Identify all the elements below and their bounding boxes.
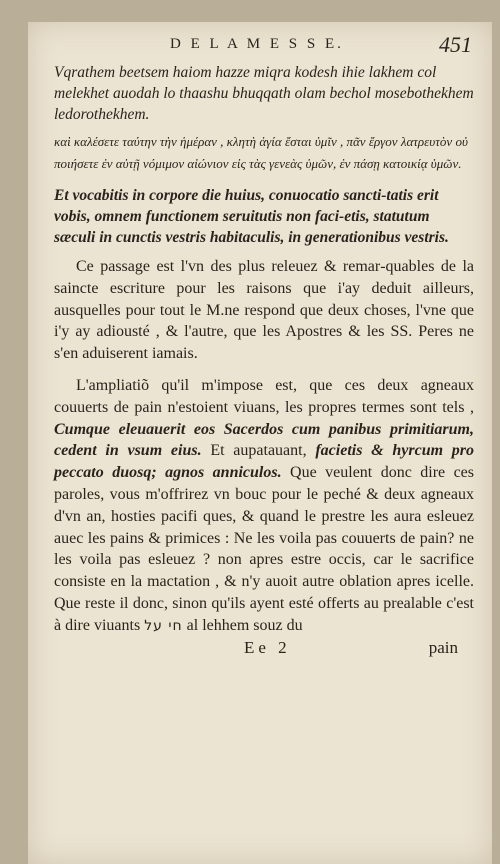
catchword: pain bbox=[428, 637, 458, 657]
paragraph-1: Ce passage est l'vn des plus releuez & remar‑quables de la saincte escriture pour les raisons que i'ay deduit ailleurs, ausquelles pour tout le M.ne respond que deux choses, l'vne que i'y ay adiousté , & l'autre, que les Apostres & les SS. Peres ne s'en aduiserent iamais. bbox=[54, 258, 474, 363]
paragraph-2-text-2: Et aupatauant, bbox=[210, 442, 307, 460]
latin-text: Et vocabitis in corpore die huius, conuocatio sancti‑tatis erit vobis, omnem functionem seruitutis non faci‑etis, statutum sæculi in cunctis vestris habitaculis, in generationibus vestris. bbox=[54, 187, 449, 246]
page-footer bbox=[54, 638, 474, 660]
book-page bbox=[28, 22, 492, 864]
hebrew-transliteration: Vqrathem beetsem haiom hazze miqra kodesh ihie lakhem col melekhet auodah lo thaashu bhuqqath olam bechol mosebothekhem ledorothekhem. bbox=[54, 64, 474, 123]
paragraph-2-text-1: L'ampliatiõ qu'il m'impose est, que ces deux agneaux couuerts de pain n'estoient viuans, les propres termes sont tels , bbox=[54, 376, 474, 416]
hebrew-inline-word: חי על bbox=[144, 617, 183, 634]
signature-mark: Ee 2 bbox=[244, 637, 291, 657]
paragraph-2-text-3: Que veulent donc dire ces paroles, vous m'offrirez vn bouc pour le peché & deux agneaux d'vn an, hosties pacifi ques, & quand le prestre les aura esleuez auec les pains & primices : Ne les voila pas couuerts de pain? ne les voila pas esleuez ? non apres estre occis, car le sacrifice consiste en la mactation , & n'y auoit autre oblation apres icelle. Que reste il donc, sinon qu'ils ayent esté offerts au prealable c'est à dire viuants bbox=[54, 464, 474, 634]
running-head: D E L A M E S S E. bbox=[170, 36, 344, 52]
greek-text: καὶ καλέσετε ταύτην τὴν ἡμέραν , κλητὴ ἁγία ἔσται ὑμῖν , πᾶν ἔργον λατρευτὸν οὐ ποιήσετε ἐν αὐτῇ νόμιμον αἰώνιον εἰς τὰς γενεὰς ὑμῶν, ἐν πάσῃ κατοικίᾳ ὑμῶν. bbox=[54, 134, 468, 171]
page-content bbox=[54, 32, 474, 660]
latin-quote-1: Cumque eleuauerit eos Sacerdos cum panibus primitiarum, cedent in vsum eius. bbox=[54, 420, 474, 460]
page-number: 451 bbox=[439, 32, 472, 57]
paragraph-2 bbox=[54, 375, 474, 638]
latin-quote-2: facietis & hyrcum pro peccato duosq; agnos anniculos. bbox=[54, 442, 475, 482]
body-text bbox=[54, 256, 474, 638]
page-header bbox=[54, 32, 474, 62]
paragraph-2-text-4: al lehhem souz du bbox=[186, 616, 303, 634]
